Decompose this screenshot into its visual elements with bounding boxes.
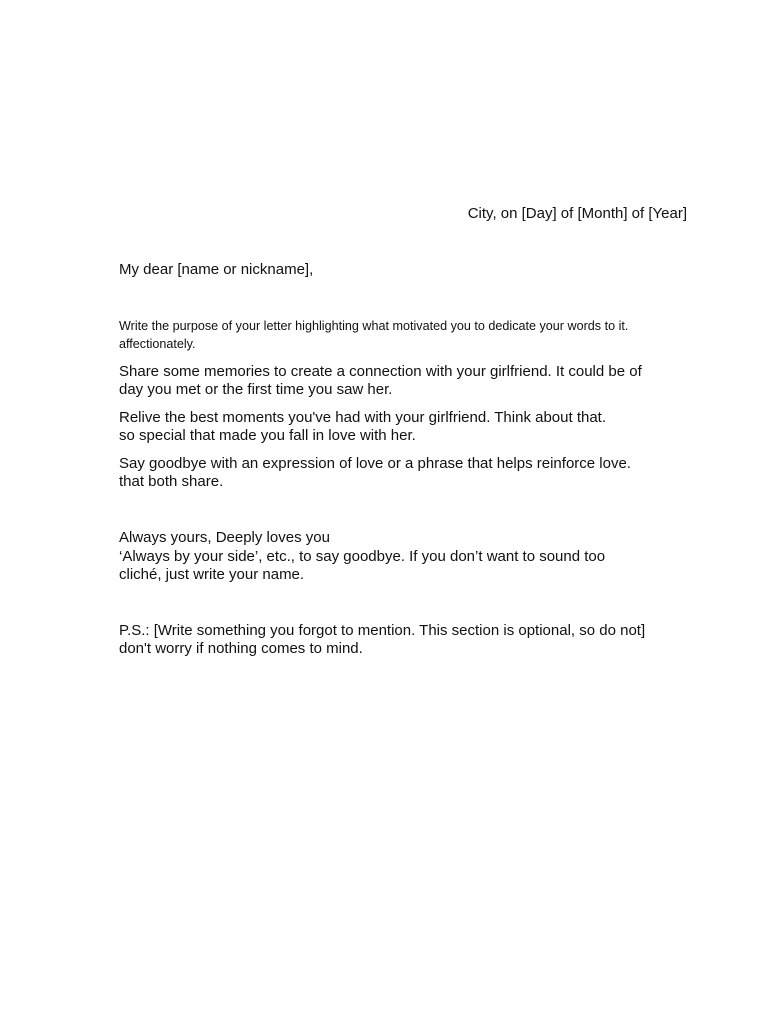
purpose-line: affectionately. xyxy=(119,337,196,351)
paragraph-line: Say goodbye with an expression of love or a phrase that helps reinforce love. xyxy=(119,455,631,472)
purpose-line: Write the purpose of your letter highlighting what motivated you to dedicate your words to it. xyxy=(119,319,629,333)
closing-block xyxy=(119,529,719,585)
postscript-line: P.S.: [Write something you forgot to mention. This section is optional, so do not] xyxy=(119,622,646,639)
salutation: My dear [name or nickname], xyxy=(119,261,314,278)
memories-paragraph xyxy=(119,363,719,399)
postscript xyxy=(119,622,719,658)
date-line: City, on [Day] of [Month] of [Year] xyxy=(467,205,687,222)
paragraph-line: Share some memories to create a connection with your girlfriend. It could be of xyxy=(119,363,642,380)
closing-line: Always yours, Deeply loves you xyxy=(119,529,330,546)
goodbye-paragraph xyxy=(119,455,719,491)
paragraph-line: so special that made you fall in love with her. xyxy=(119,427,416,444)
paragraph-line: Relive the best moments you've had with your girlfriend. Think about that. xyxy=(119,409,607,426)
paragraph-line: day you met or the first time you saw her. xyxy=(119,381,393,398)
closing-line: ‘Always by your side’, etc., to say goodbye. If you don’t want to sound too xyxy=(119,547,606,565)
paragraph-line: that both share. xyxy=(119,473,224,490)
postscript-line: don't worry if nothing comes to mind. xyxy=(119,640,363,657)
purpose-paragraph xyxy=(119,317,719,353)
moments-paragraph xyxy=(119,409,719,445)
closing-line: cliché, just write your name. xyxy=(119,566,305,583)
